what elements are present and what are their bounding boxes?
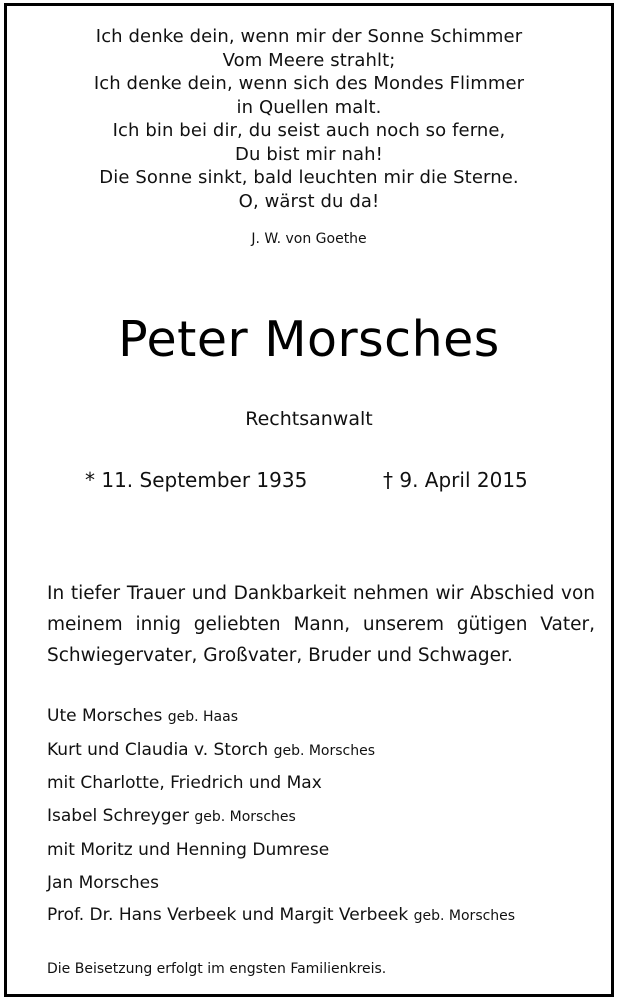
mourner-name: Jan Morsches [47, 872, 159, 893]
mourners-list [47, 700, 607, 933]
mourner-name: Isabel Schreyger [47, 806, 189, 827]
deceased-profession: Rechtsanwalt [245, 408, 373, 430]
mourner-entry [47, 867, 607, 900]
mourner-name: mit Charlotte, Friedrich und Max [47, 773, 322, 794]
poem-line: Ich denke dein, wenn sich des Mondes Flimmer [93, 73, 525, 94]
poem-line: Ich denke dein, wenn mir der Sonne Schimmer [95, 26, 523, 47]
mourner-entry [47, 899, 607, 933]
mourner-entry [47, 834, 607, 867]
mourner-birth-name: geb. Morsches [413, 908, 516, 925]
mourner-entry [47, 767, 607, 800]
poem-author: J. W. von Goethe [251, 231, 367, 247]
mourner-name: Ute Morsches [47, 706, 163, 726]
mourner-name: mit Moritz und Henning Dumrese [47, 839, 330, 860]
announcement-text: In tiefer Trauer und Dankbarkeit nehmen wir Abschied von meinem innig geliebten Mann, unserem gütigen Vater, Schwiegervater, Großvater, Bruder und Schwager. [47, 583, 595, 666]
mourner-name: Prof. Dr. Hans Verbeek und Margit Verbeek [47, 905, 409, 926]
mourner-birth-name: geb. Haas [167, 709, 239, 725]
poem-line: in Quellen malt. [236, 96, 382, 118]
mourner-birth-name: geb. Morsches [273, 742, 376, 759]
poem [7, 25, 611, 213]
poem-line: O, wärst du da! [238, 190, 380, 212]
obituary-frame [4, 3, 614, 997]
mourner-entry [47, 700, 607, 734]
mourner-name: Kurt und Claudia v. Storch [47, 739, 269, 760]
mourner-entry [47, 734, 607, 768]
mourner-birth-name: geb. Morsches [194, 809, 296, 826]
mourner-entry [47, 800, 607, 834]
deceased-name: Peter Morsches [118, 311, 500, 368]
poem-line: Ich bin bei dir, du seist auch noch so ferne, [112, 120, 506, 141]
funeral-note: Die Beisetzung erfolgt im engsten Familienkreis. [47, 961, 387, 977]
poem-line: Vom Meere strahlt; [222, 49, 396, 71]
death-date: † 9. April 2015 [383, 468, 528, 492]
poem-line: Die Sonne sinkt, bald leuchten mir die Sterne. [99, 167, 519, 188]
birth-date: * 11. September 1935 [85, 468, 308, 492]
poem-line: Du bist mir nah! [235, 143, 383, 165]
